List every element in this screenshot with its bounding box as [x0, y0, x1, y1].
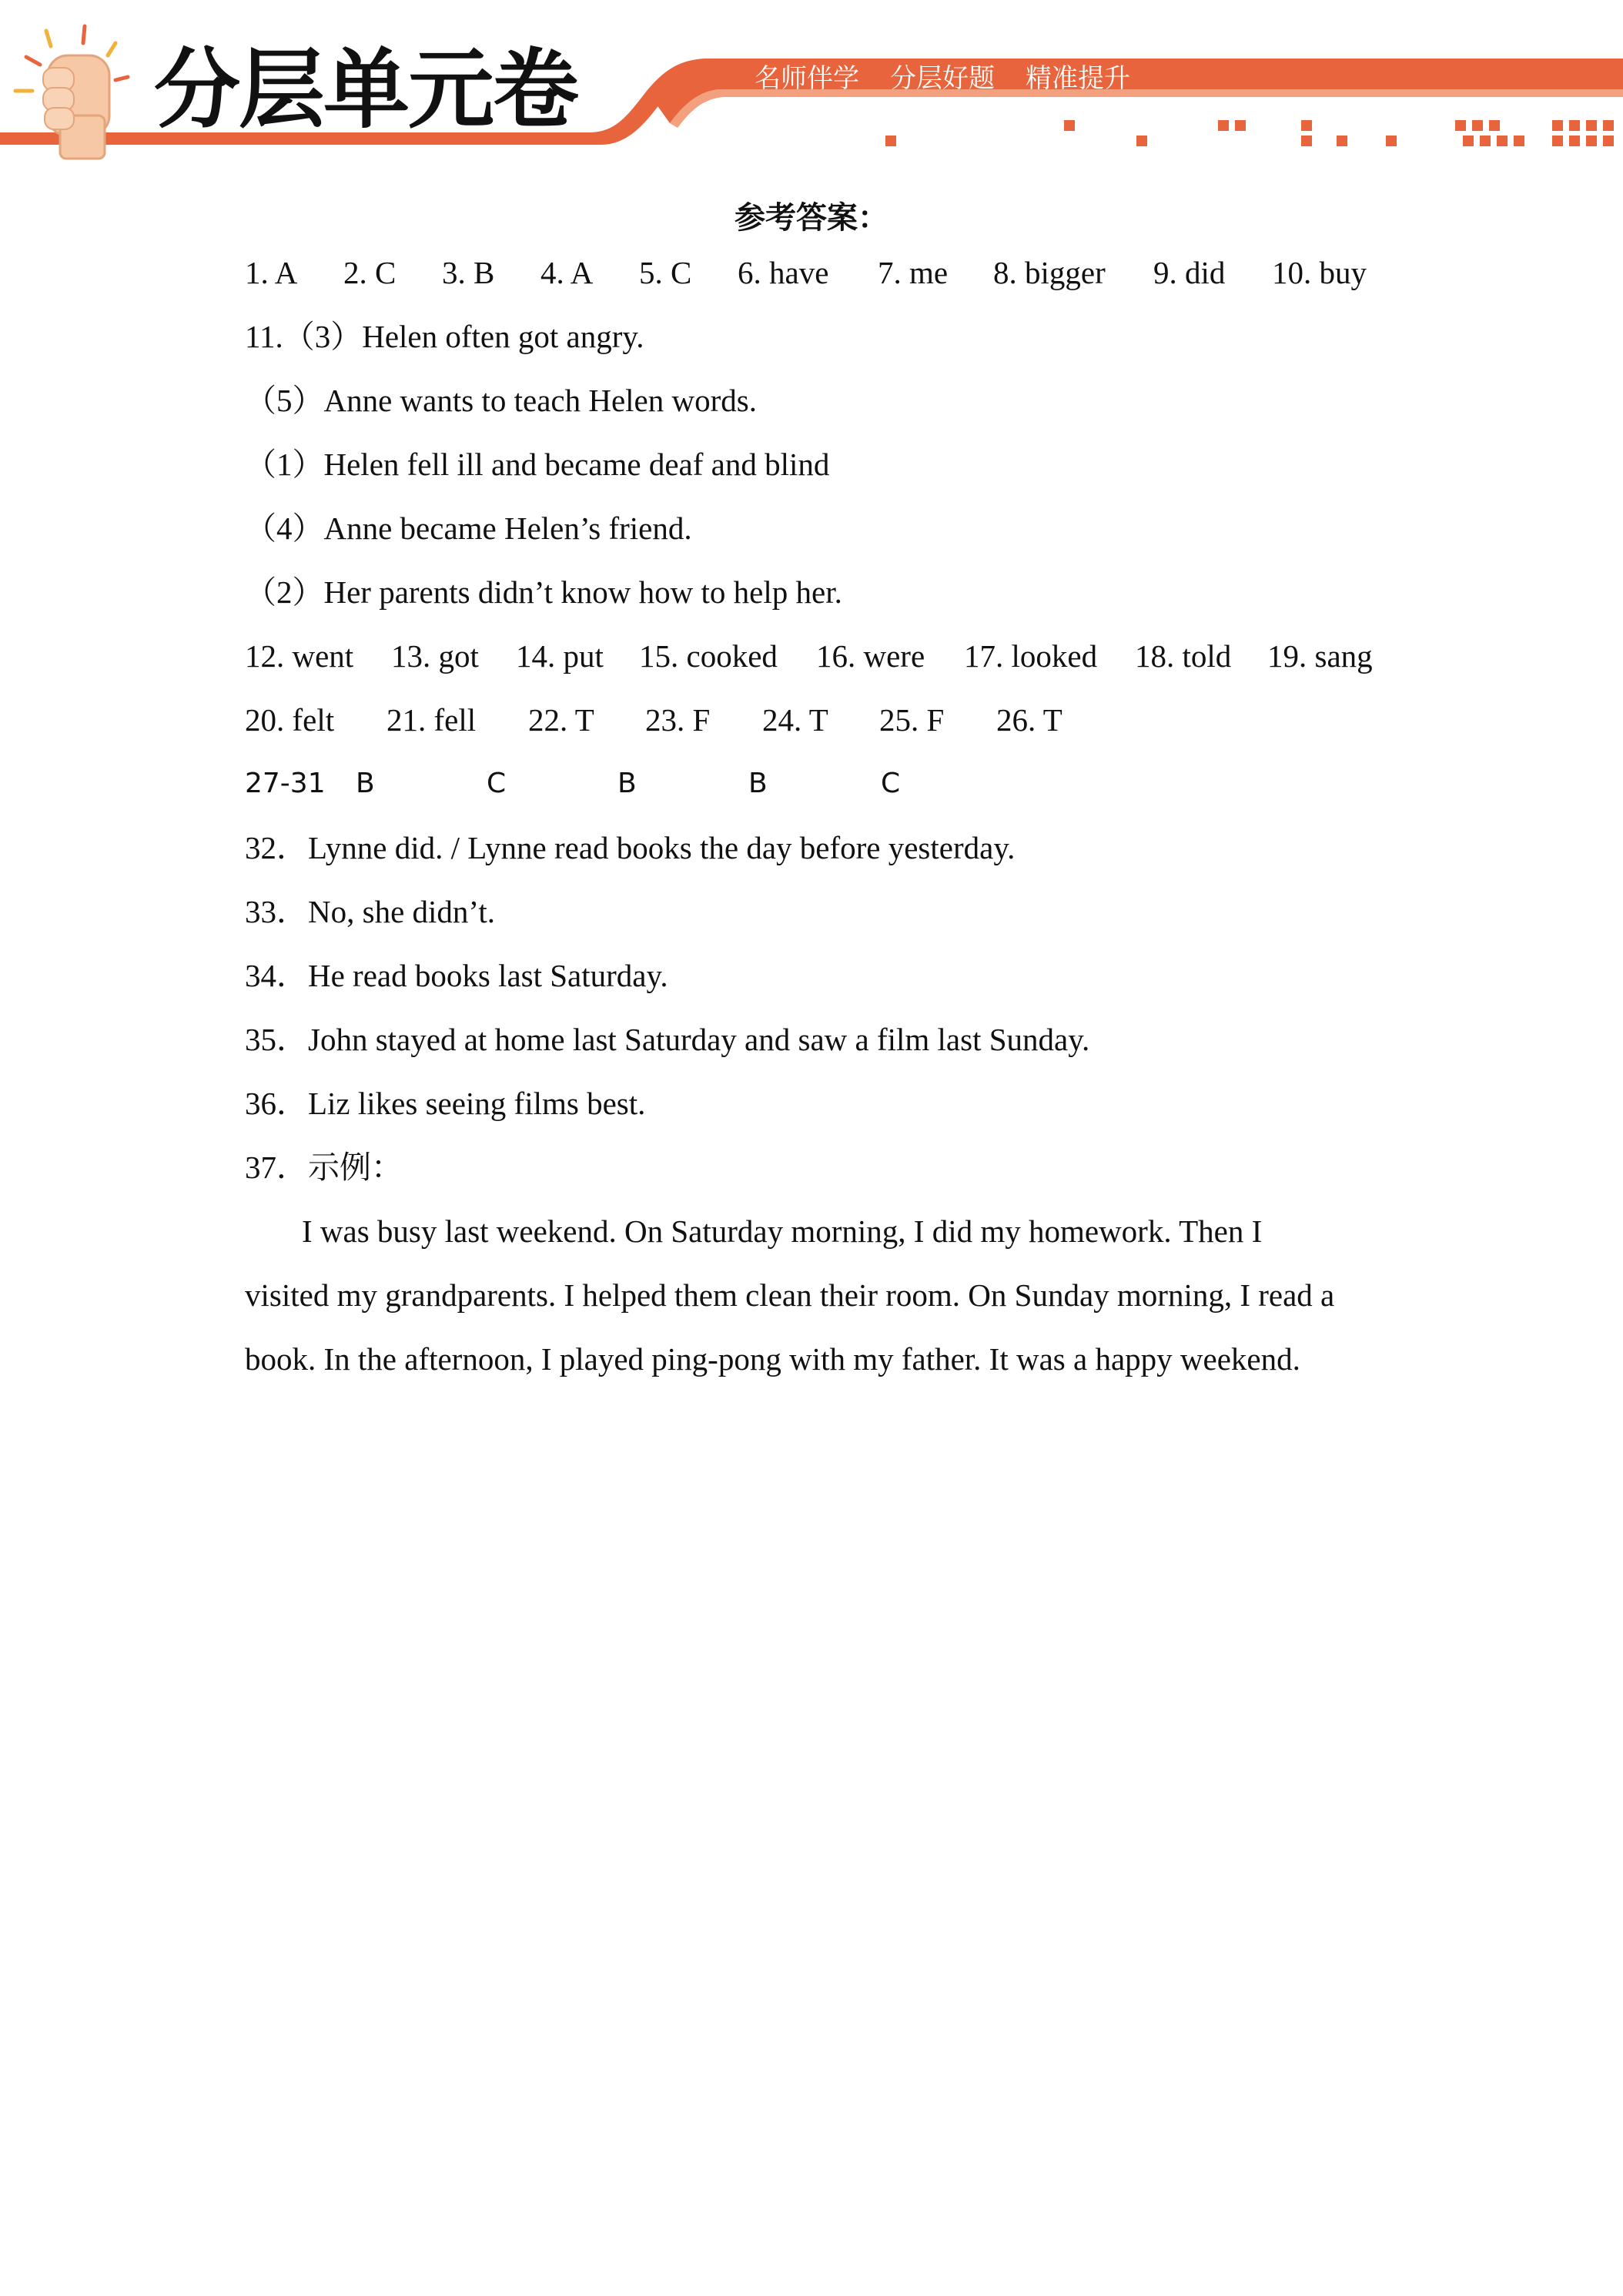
answer-item: 20. felt — [245, 702, 335, 738]
answer-item: 25. F — [879, 702, 945, 738]
answer-item: 8. bigger — [993, 255, 1106, 290]
answer-line: 11.（3）Helen often got angry. — [245, 319, 644, 354]
answer-item: 12. went — [245, 638, 354, 674]
answer-item: B — [748, 768, 768, 799]
answer-line: （1）Helen fell ill and became deaf and blind — [245, 447, 830, 482]
answer-item: 14. put — [516, 638, 604, 674]
answer-item: 1. A — [245, 255, 298, 290]
answer-line: 36．Liz likes seeing films best. — [245, 1086, 646, 1121]
sample-paragraph-line: book. In the afternoon, I played ping-pong with my father. It was a happy weekend. — [245, 1341, 1300, 1377]
answer-item: 19. sang — [1267, 638, 1373, 674]
answer-range-label: 27-31 — [245, 768, 326, 799]
answer-line: 32．Lynne did. / Lynne read books the day before yesterday. — [245, 830, 1016, 865]
answer-item: 16. were — [816, 638, 925, 674]
answer-item: 17. looked — [964, 638, 1098, 674]
answer-item: 5. C — [639, 255, 692, 290]
answer-item: 10. buy — [1272, 255, 1367, 290]
answer-item: 26. T — [996, 702, 1062, 738]
answer-line: （5）Anne wants to teach Helen words. — [245, 383, 757, 418]
slogan-2: 分层好题 — [890, 63, 995, 94]
answer-item: 4. A — [540, 255, 594, 290]
answer-item: 21. fell — [387, 702, 477, 738]
answer-item: 3. B — [442, 255, 495, 290]
answer-line: 34．He read books last Saturday. — [245, 958, 668, 993]
answer-item: 9. did — [1153, 255, 1226, 290]
answer-item: 6. have — [738, 255, 829, 290]
answer-item: 18. told — [1135, 638, 1232, 674]
answer-item: B — [617, 768, 637, 799]
answer-item: C — [487, 768, 507, 799]
answer-item: 23. F — [645, 702, 711, 738]
answer-line: （2）Her parents didn’t know how to help her. — [245, 574, 842, 610]
answer-item: 24. T — [762, 702, 828, 738]
answer-item: C — [881, 768, 901, 799]
answer-item: B — [356, 768, 375, 799]
question-37-label: 37．示例： — [245, 1150, 403, 1185]
answer-heading: 参考答案： — [735, 199, 888, 236]
answer-item: 22. T — [528, 702, 594, 738]
answer-item: 7. me — [878, 255, 949, 290]
answer-line: （4）Anne became Helen’s friend. — [245, 510, 692, 546]
brand-title: 分层单元卷 — [154, 40, 577, 140]
answer-line: 35．John stayed at home last Saturday and saw a film last Sunday. — [245, 1022, 1090, 1057]
answer-line: 33．No, she didn’t. — [245, 894, 495, 929]
slogan-3: 精准提升 — [1026, 63, 1130, 94]
answer-item: 2. C — [343, 255, 397, 290]
slogan-1: 名师伴学 — [755, 63, 859, 94]
answer-item: 15. cooked — [639, 638, 778, 674]
answer-item: 13. got — [391, 638, 479, 674]
sample-paragraph-line: I was busy last weekend. On Saturday morning, I did my homework. Then I — [302, 1213, 1263, 1249]
sample-paragraph-line: visited my grandparents. I helped them clean their room. On Sunday morning, I read a — [245, 1277, 1335, 1313]
